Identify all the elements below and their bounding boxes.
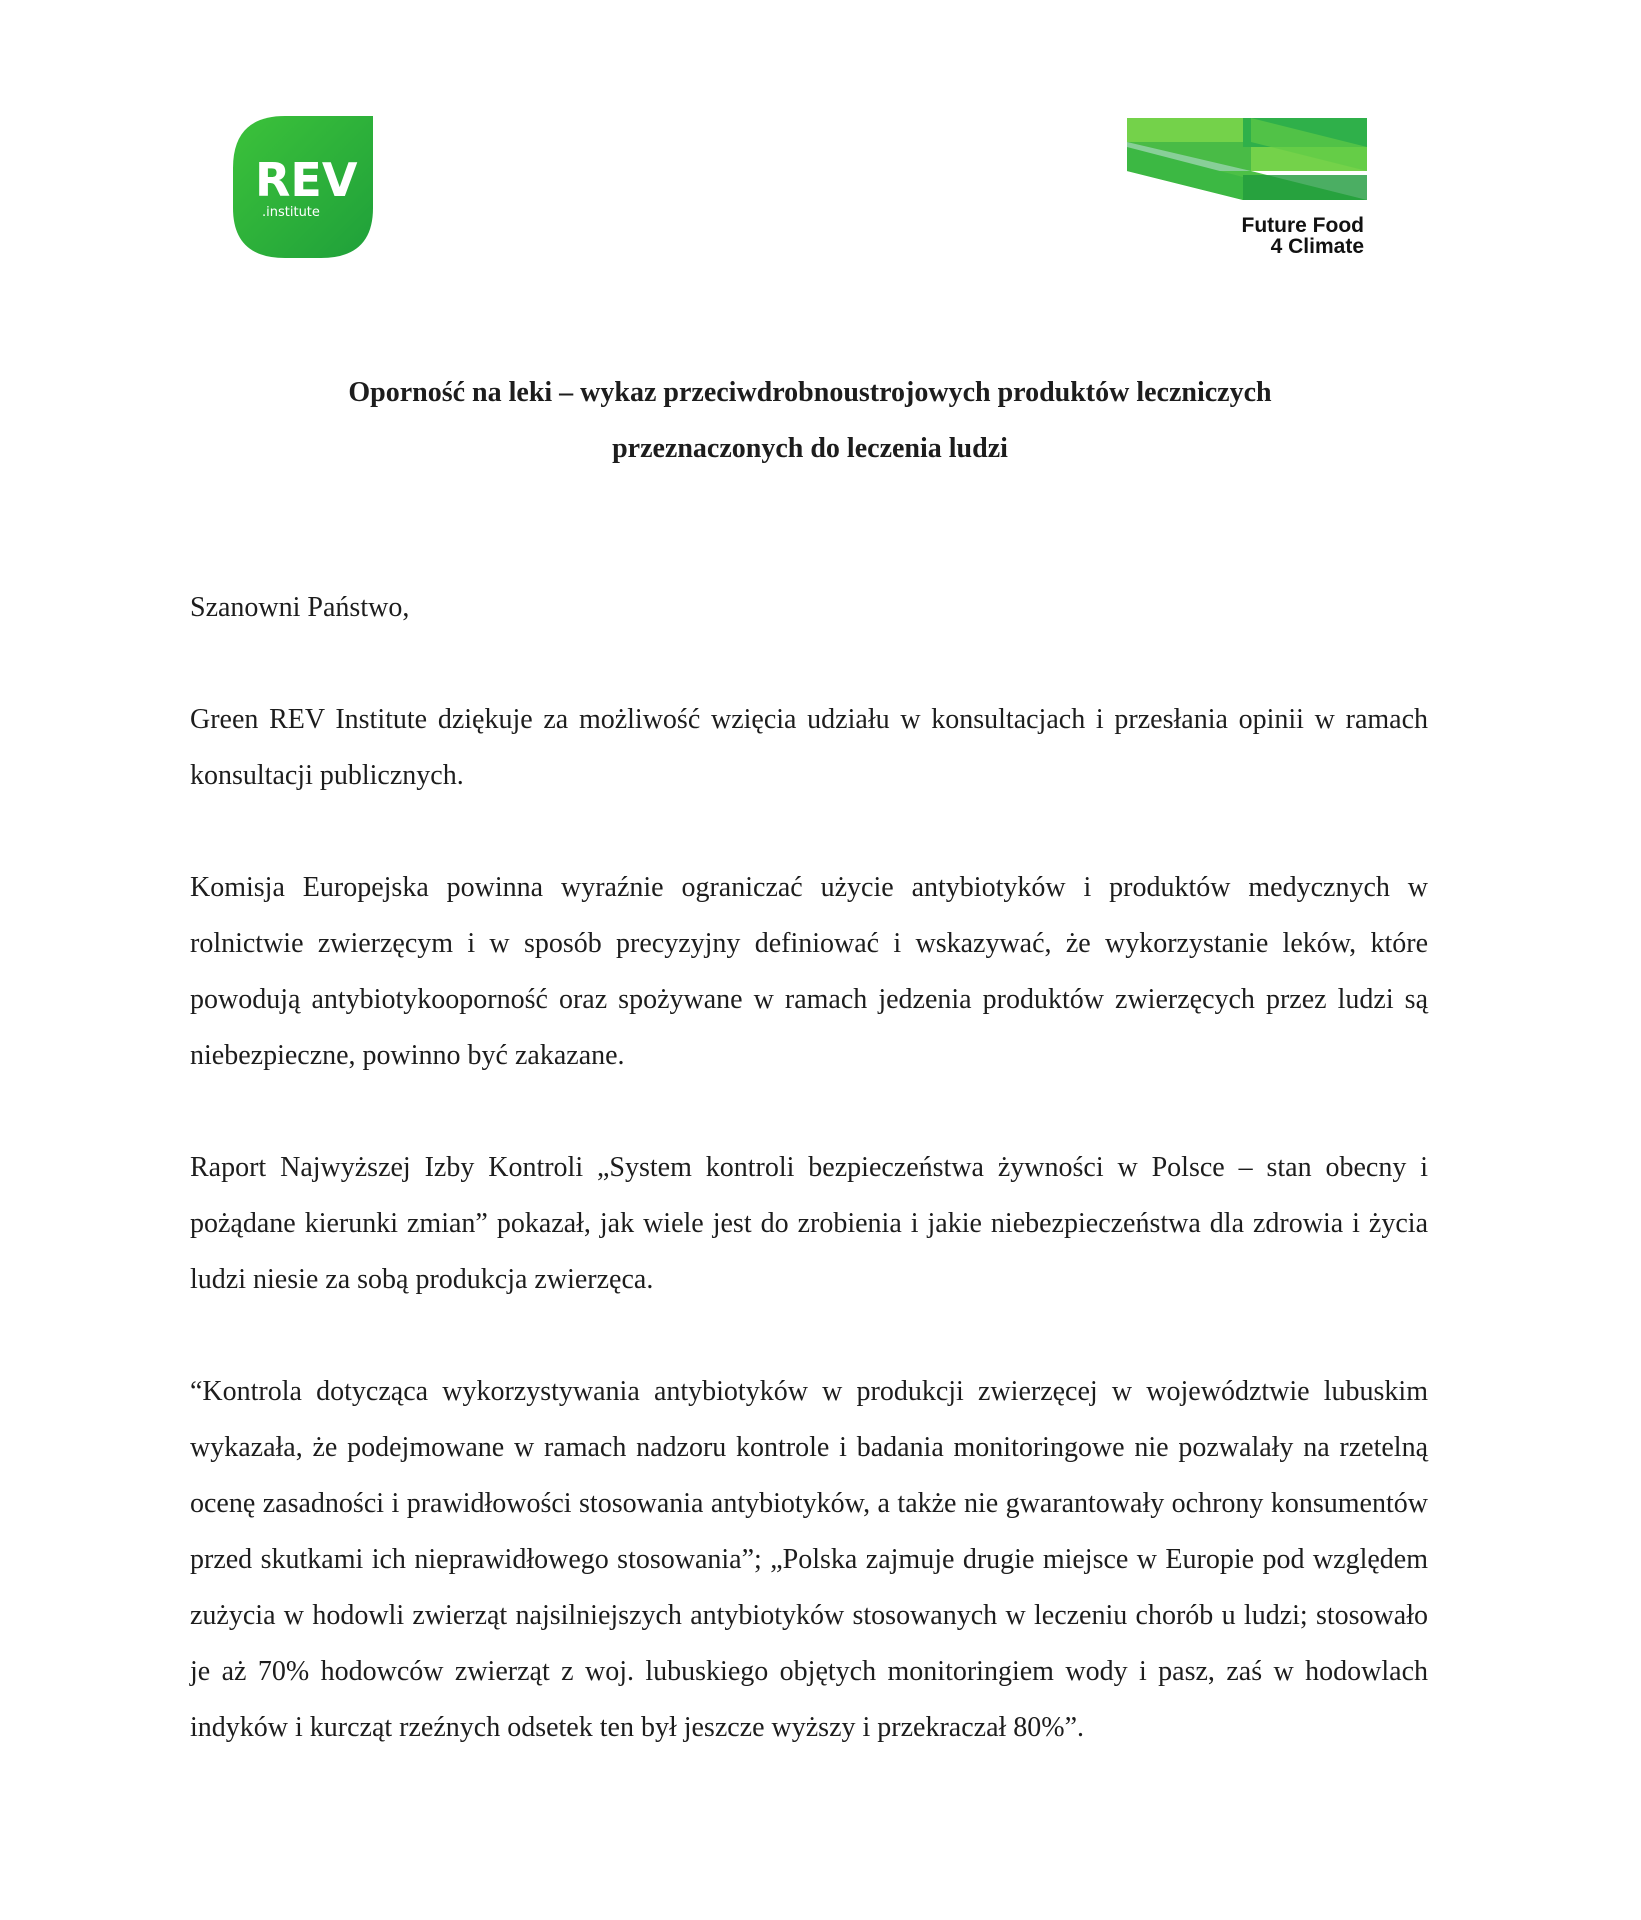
document-title-line1: Oporność na leki – wykaz przeciwdrobnoustrojowych produktów leczniczych: [348, 377, 1272, 408]
rev-logo-text: REV: [255, 153, 358, 207]
paragraph-european-commission: Komisja Europejska powinna wyraźnie ograniczać użycie antybiotyków i produktów medycznych w rolnictwie zwierzęcym i w sposób precyzyjny definiować i wskazywać, że wykorzystanie leków, które powodują antybiotykooporność oraz spożywane w ramach jedzenia produktów zwierzęcych przez ludzi są niebezpieczne, powinno być zakazane.: [190, 872, 1428, 1071]
rev-institute-logo: [233, 116, 373, 258]
rev-logo-shape: [233, 116, 373, 258]
document-title: [190, 365, 1430, 477]
greeting: Szanowni Państwo,: [190, 592, 410, 623]
future-food-logo-line2: 4 Climate: [1270, 235, 1364, 258]
paragraph-quote: “Kontrola dotycząca wykorzystywania antybiotyków w produkcji zwierzęcej w województwie lubuskim wykazała, że podejmowane w ramach nadzoru kontrole i badania monitoringowe nie pozwalały na rzetelną ocenę zasadności i prawidłowości stosowania antybiotyków, a także nie gwarantowały ochrony konsumentów przed skutkami ich nieprawidłowego stosowania”; „Polska zajmuje drugie miejsce w Europie pod względem zużycia w hodowli zwierząt najsilniejszych antybiotyków stosowanych w leczeniu chorób u ludzi; stosowało je aż 70% hodowców zwierząt z woj. lubuskiego objętych monitoringiem wody i pasz, zaś w hodowlach indyków i kurcząt rzeźnych odsetek ten był jeszcze wyższy i przekraczał 80%”.: [190, 1376, 1428, 1743]
future-food-logo-text: [1242, 215, 1364, 257]
document-title-line2: przeznaczonych do leczenia ludzi: [612, 433, 1008, 464]
future-food-ribbon-icon: [1127, 115, 1367, 210]
rev-logo-subtext: .institute: [262, 205, 320, 220]
paragraph-thanks: Green REV Institute dziękuje za możliwość wzięcia udziału w konsultacjach i przesłania opinii w ramach konsultacji publicznych.: [190, 704, 1428, 791]
future-food-logo-line1: Future Food: [1241, 214, 1364, 237]
future-food-4-climate-logo: [1127, 115, 1367, 260]
paragraph-nik-report: Raport Najwyższej Izby Kontroli „System kontroli bezpieczeństwa żywności w Polsce – stan obecny i pożądane kierunki zmian” pokazał, jak wiele jest do zrobienia i jakie niebezpieczeństwa dla zdrowia i życia ludzi niesie za sobą produkcja zwierzęca.: [190, 1152, 1428, 1295]
